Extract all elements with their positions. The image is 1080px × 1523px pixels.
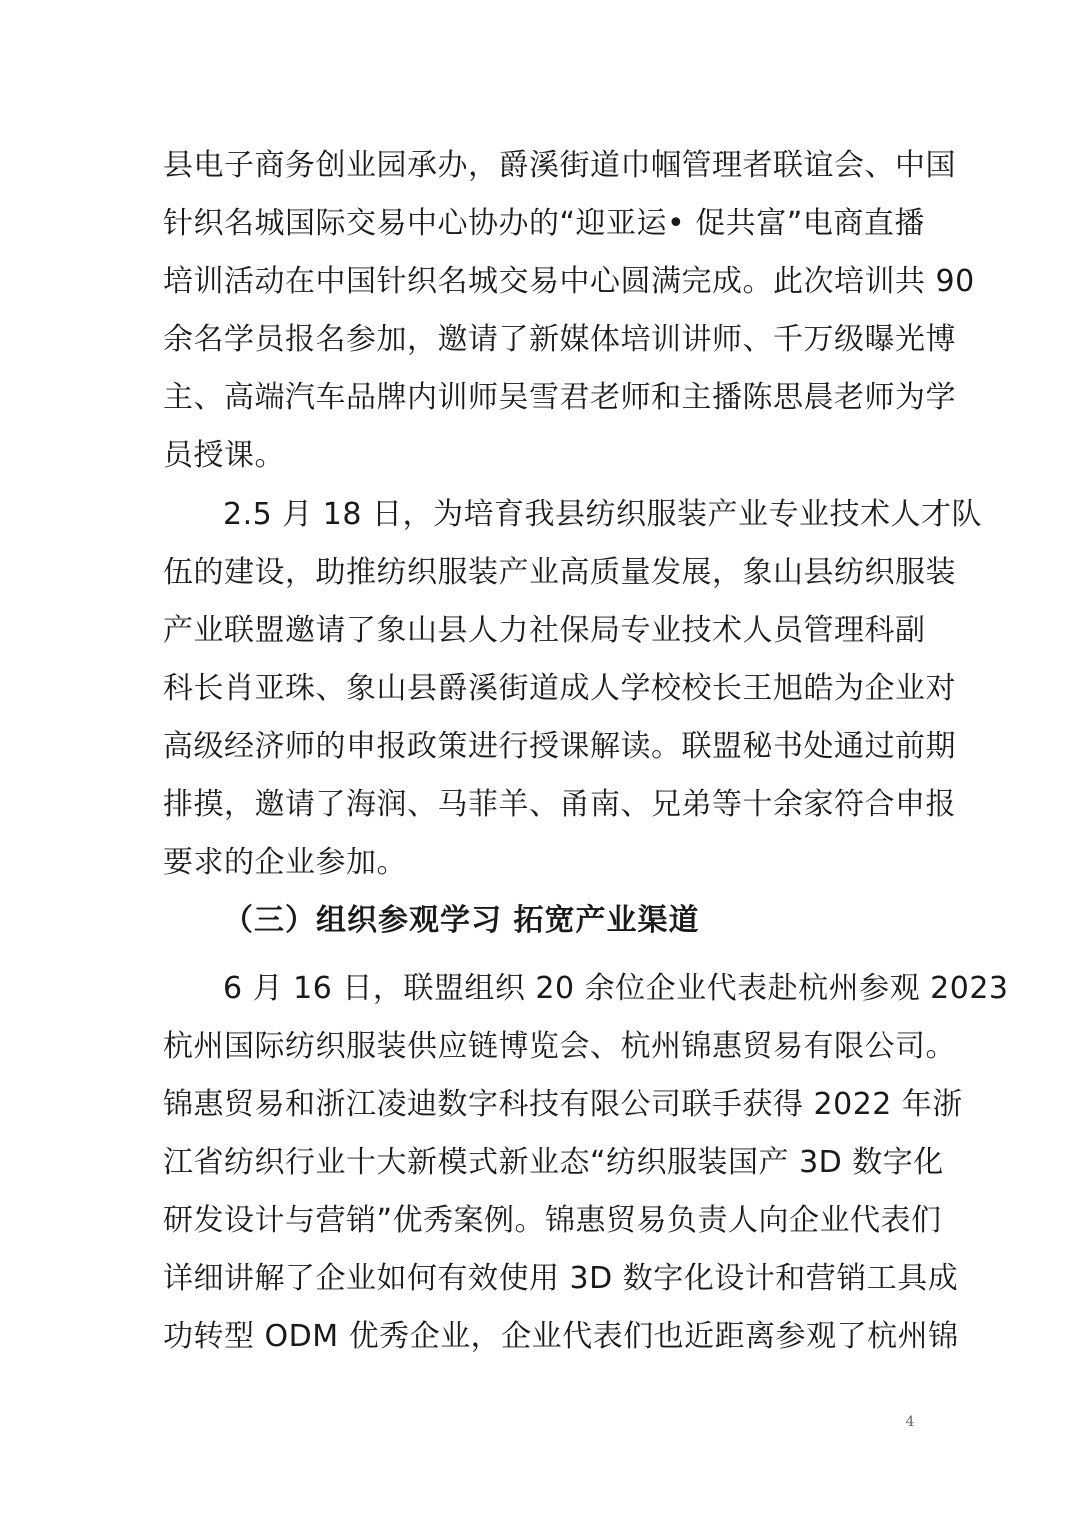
- section-heading: （三）组织参观学习 拓宽产业渠道: [223, 903, 700, 938]
- text-line: 余名学员报名参加，邀请了新媒体培训讲师、千万级曝光博: [163, 322, 956, 357]
- text-line: 功转型 ODM 优秀企业，企业代表们也近距离参观了杭州锦: [163, 1319, 959, 1354]
- text-line: 排摸，邀请了海润、马菲羊、甬南、兄弟等十余家符合申报: [163, 787, 956, 822]
- text-line: 研发设计与营销”优秀案例。锦惠贸易负责人向企业代表们: [163, 1203, 942, 1238]
- text-line: 伍的建设，助推纺织服装产业高质量发展，象山县纺织服装: [163, 555, 956, 590]
- text-line: 科长肖亚珠、象山县爵溪街道成人学校校长王旭皓为企业对: [163, 671, 956, 706]
- text-line: 详细讲解了企业如何有效使用 3D 数字化设计和营销工具成: [163, 1261, 959, 1296]
- text-line: 针织名城国际交易中心协办的“迎亚运• 促共富”电商直播: [163, 206, 925, 241]
- text-line: 主、高端汽车品牌内训师吴雪君老师和主播陈思晨老师为学: [163, 380, 956, 415]
- text-line: 江省纺织行业十大新模式新业态“纺织服装国产 3D 数字化: [163, 1145, 944, 1180]
- text-line: 县电子商务创业园承办，爵溪街道巾帼管理者联谊会、中国: [163, 148, 956, 183]
- page-number: 4: [905, 1414, 915, 1430]
- text-line: 6 月 16 日，联盟组织 20 余位企业代表赴杭州参观 2023: [223, 971, 1009, 1006]
- text-line: 高级经济师的申报政策进行授课解读。联盟秘书处通过前期: [163, 729, 956, 764]
- text-line: 要求的企业参加。: [163, 845, 407, 880]
- text-line: 锦惠贸易和浙江凌迪数字科技有限公司联手获得 2022 年浙: [163, 1087, 963, 1122]
- text-line: 2.5 月 18 日，为培育我县纺织服装产业专业技术人才队: [223, 497, 982, 532]
- text-line: 员授课。: [163, 438, 285, 473]
- text-line: 培训活动在中国针织名城交易中心圆满完成。此次培训共 90: [163, 264, 975, 299]
- text-line: 产业联盟邀请了象山县人力社保局专业技术人员管理科副: [163, 613, 926, 648]
- text-line: 杭州国际纺织服装供应链博览会、杭州锦惠贸易有限公司。: [163, 1029, 956, 1064]
